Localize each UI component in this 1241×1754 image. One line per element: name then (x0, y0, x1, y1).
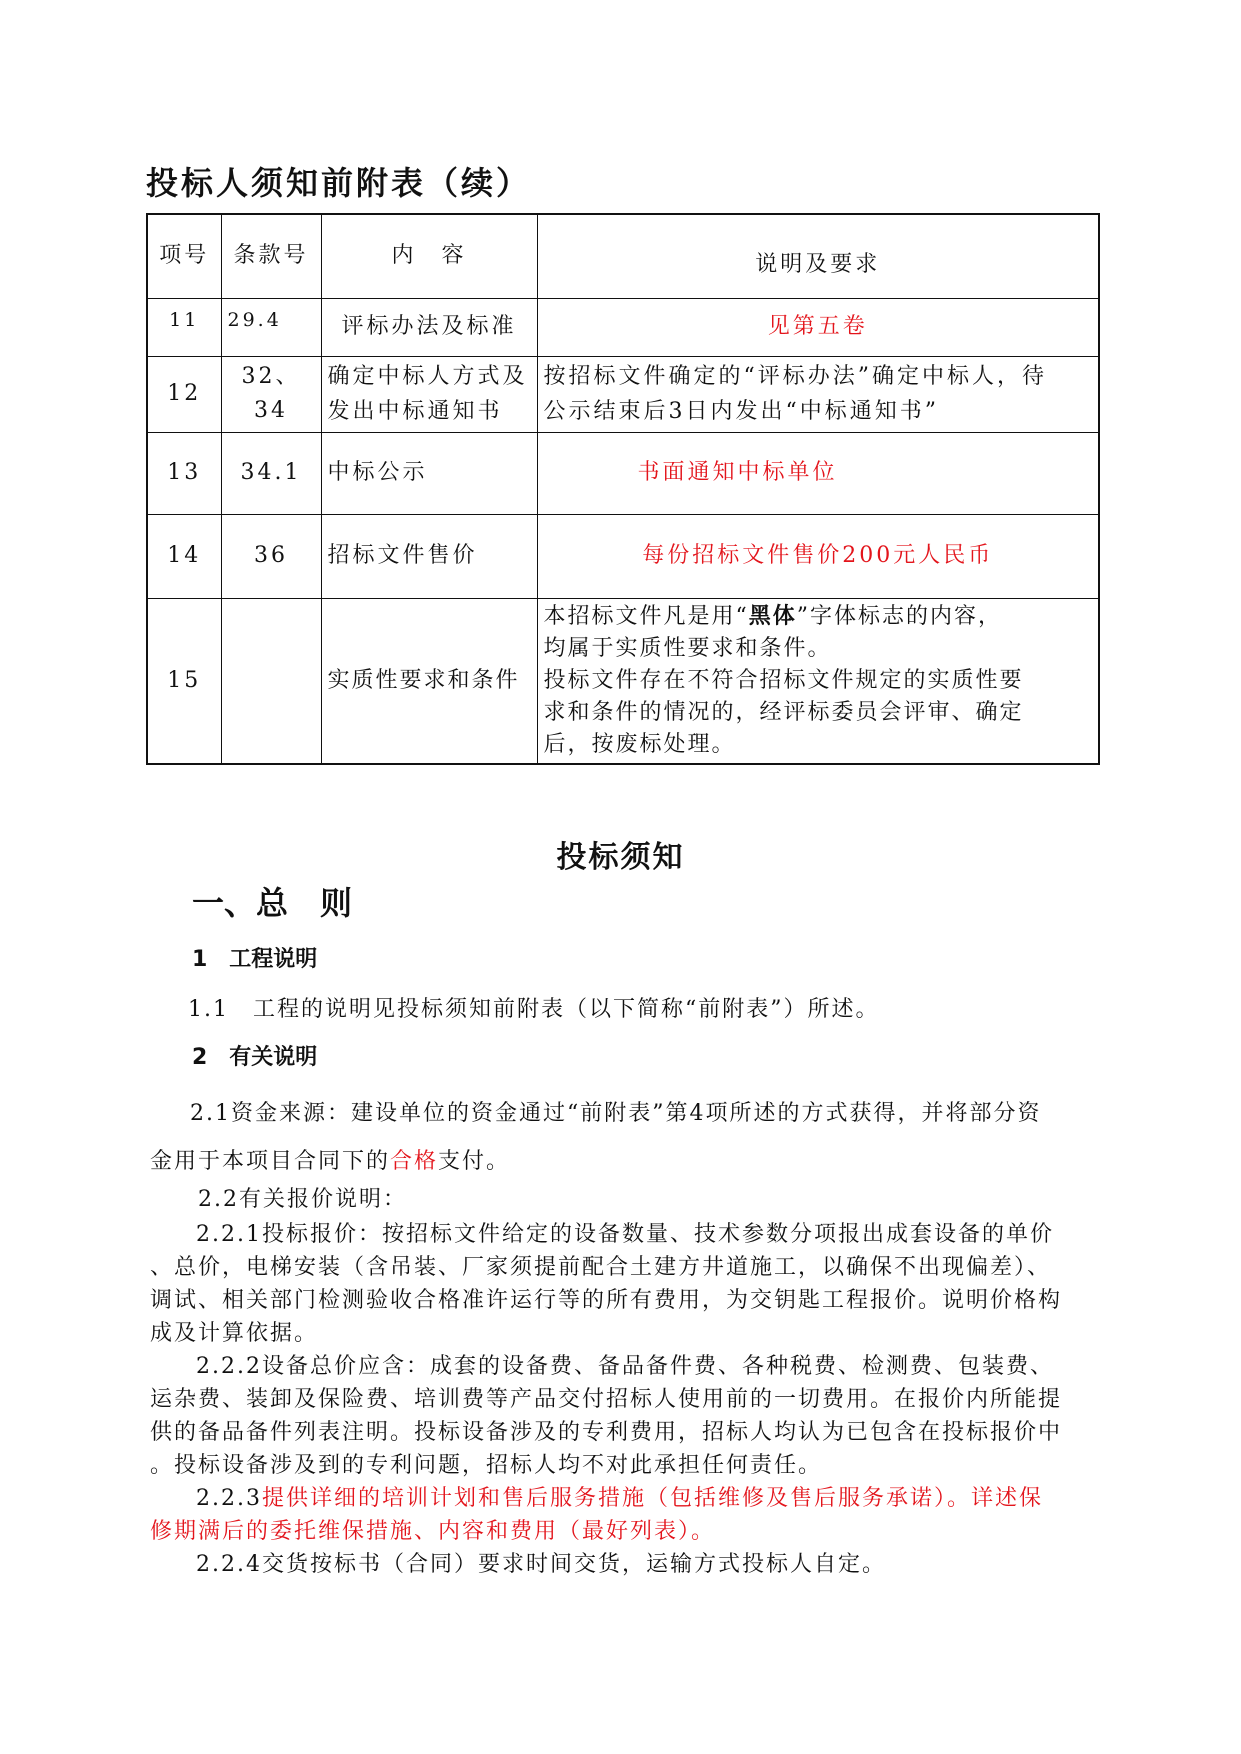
row-requirement: 书面通知中标单位 (537, 432, 1099, 514)
text-line: 调试、相关部门检测验收合格准许运行等的所有费用，为交钥匙工程报价。说明价格构 (150, 1288, 1063, 1313)
row-requirement: 见第五卷 (537, 298, 1099, 356)
table-row (147, 298, 1099, 356)
requirement-line: 均属于实质性要求和条件。 (543, 635, 832, 661)
row-requirement: 每份招标文件售价200元人民币 (537, 514, 1099, 598)
header-requirement: 说明及要求 (537, 214, 1099, 298)
page-title: 投标人须知前附表（续） (146, 164, 532, 202)
content-line: 确定中标人方式及 (327, 364, 528, 389)
text-line: 2.1资金来源：建设单位的资金通过“前附表”第4项所述的方式获得，并将部分资 (190, 1101, 1042, 1126)
row-content: 实质性要求和条件 (321, 598, 537, 764)
row-content: 中标公示 (321, 432, 537, 514)
table-row (147, 356, 1099, 432)
table-header-row (147, 214, 1099, 298)
row-no: 15 (147, 598, 221, 764)
row-content: 招标文件售价 (321, 514, 537, 598)
text-span: 支付。 (438, 1149, 511, 1174)
requirement-text: ”字体标志的内容， (796, 603, 1003, 629)
section-1-heading: 1 工程说明 (192, 947, 318, 972)
row-clause: 29.4 (221, 298, 321, 356)
row-requirement (537, 356, 1099, 432)
text-line: 供的备品备件列表注明。投标设备涉及的专利费用，招标人均认为已包含在投标报价中 (150, 1420, 1063, 1445)
highlight-text: 合格 (390, 1149, 439, 1174)
highlight-text: 修期满后的委托维保措施、内容和费用（最好列表）。 (150, 1519, 716, 1544)
content-line: 发出中标通知书 (327, 399, 503, 424)
section-2-heading: 2 有关说明 (192, 1045, 318, 1070)
row-no: 11 (147, 298, 221, 356)
table-row (147, 514, 1099, 598)
text-line (150, 1138, 1095, 1186)
highlight-text: 提供详细的培训计划和售后服务措施（包括维修及售后服务承诺）。详述保 (261, 1486, 1043, 1511)
row-clause: 34.1 (221, 432, 321, 514)
header-item-no: 项号 (147, 214, 221, 298)
paragraph-2-2-2 (150, 1350, 1095, 1482)
row-clause: 32、34 (221, 356, 321, 432)
row-content (321, 356, 537, 432)
general-heading: 一、总 则 (192, 884, 353, 922)
paragraph-1-1 (188, 992, 1133, 1023)
header-clause-no: 条款号 (221, 214, 321, 298)
notice-title: 投标须知 (556, 840, 685, 875)
text-line: 2.2.4交货按标书（合同）要求时间交货，运输方式投标人自定。 (196, 1552, 886, 1577)
header-content: 内 容 (321, 214, 537, 298)
text-line: 2.2有关报价说明： (198, 1187, 407, 1212)
text-line: 成及计算依据。 (150, 1321, 319, 1346)
requirement-line: 公示结束后3日内发出“中标通知书” (543, 399, 939, 424)
row-no: 13 (147, 432, 221, 514)
text-line: 2.2.2设备总价应含：成套的设备费、备品备件费、各种税费、检测费、包装费、 (196, 1354, 1054, 1379)
row-clause (221, 598, 321, 764)
text-line: 、总价，电梯安装（含吊装、厂家须提前配合土建方井道施工，以确保不出现偏差）、 (150, 1255, 1052, 1280)
text-line: 。投标设备涉及到的专利问题，招标人均不对此承担任何责任。 (150, 1453, 823, 1478)
table-row (147, 598, 1099, 764)
annex-table (146, 213, 1100, 765)
table-row (147, 432, 1099, 514)
requirement-line: 按招标文件确定的“评标办法”确定中标人，待 (543, 364, 1047, 389)
requirement-line: 求和条件的情况的，经评标委员会评审、确定 (543, 699, 1024, 725)
paragraph-2-2-4 (150, 1548, 1095, 1581)
paragraph-2-2-3 (150, 1482, 1095, 1548)
text-line: 2.2.1投标报价：按招标文件给定的设备数量、技术参数分项报出成套设备的单价 (196, 1222, 1054, 1247)
row-requirement (537, 598, 1099, 764)
paragraph-2-2 (198, 1182, 1143, 1213)
row-no: 12 (147, 356, 221, 432)
bold-font-example: 黑体 (748, 603, 797, 629)
paragraph-2-1 (150, 1090, 1095, 1186)
requirement-text: 本招标文件凡是用“ (543, 603, 749, 629)
requirement-line: 投标文件存在不符合招标文件规定的实质性要 (543, 667, 1024, 693)
row-clause: 36 (221, 514, 321, 598)
text-line (150, 1482, 1095, 1515)
row-content: 评标办法及标准 (321, 298, 537, 356)
requirement-line: 后，按废标处理。 (543, 731, 736, 757)
paragraph-2-2-1 (150, 1218, 1095, 1350)
text-line: 1.1 工程的说明见投标须知前附表（以下简称“前附表”）所述。 (188, 997, 880, 1022)
text-line: 运杂费、装卸及保险费、培训费等产品交付招标人使用前的一切费用。在报价内所能提 (150, 1387, 1063, 1412)
text-span: 金用于本项目合同下的 (150, 1149, 391, 1174)
row-no: 14 (147, 514, 221, 598)
clause-number: 2.2.3 (196, 1486, 262, 1511)
requirement-line (544, 601, 1093, 633)
